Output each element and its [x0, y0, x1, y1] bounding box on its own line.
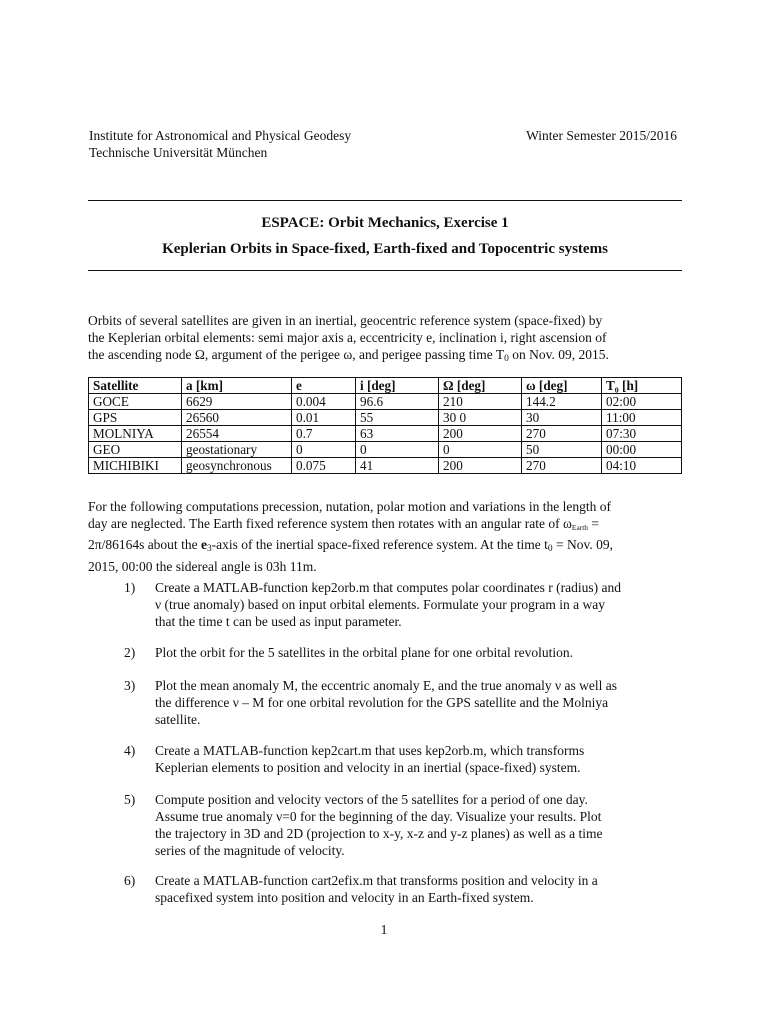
table-cell: 0.7	[292, 426, 356, 442]
table-cell: 07:30	[602, 426, 682, 442]
table-cell: geostationary	[182, 442, 292, 458]
table-cell: 26560	[182, 410, 292, 426]
page-number: 1	[380, 922, 388, 937]
intro-line: the ascending node Ω, argument of the perigee ω, and perigee passing time $T_0$ on Nov. 09, 2015.	[88, 347, 609, 364]
task-number: 6)	[124, 873, 136, 888]
institute-name: Institute for Astronomical and Physical Geodesy	[89, 128, 352, 143]
exercise-subtitle: Keplerian Orbits in Space-fixed, Earth-fixed and Topocentric systems	[162, 241, 608, 257]
table-cell: GPS	[89, 410, 182, 426]
col-arg-perigee: ω [deg]	[522, 378, 602, 394]
computations-line: For the following computations precession, nutation, polar motion and variations in the length of	[88, 499, 612, 514]
exercise-title: ESPACE: Orbit Mechanics, Exercise 1	[261, 215, 509, 231]
table-cell: GEO	[89, 442, 182, 458]
table-cell: 6629	[182, 394, 292, 410]
computations-line: 2π/86164s about the $e_3$-axis of the inertial space-fixed reference system. At the time $t_0$ = Nov. 09,	[88, 537, 613, 554]
orbital-elements-table	[88, 377, 682, 474]
table-cell: 0.01	[292, 410, 356, 426]
table-cell: MICHIBIKI	[89, 458, 182, 474]
col-inclination: i [deg]	[356, 378, 439, 394]
table-header-row	[89, 378, 682, 394]
task-text: Create a MATLAB-function kep2orb.m that computes polar coordinates r (radius) and ν (true anomaly) based on input orbital elements. Formulate your program in a way that the time t can be used as input parameter.	[155, 580, 621, 629]
header-left	[89, 127, 351, 161]
table-cell: 270	[522, 458, 602, 474]
table-cell: 30 0	[439, 410, 522, 426]
table-cell: 96.6	[356, 394, 439, 410]
bottom-rule	[88, 270, 682, 271]
col-eccentricity: e	[292, 378, 356, 394]
computations-line: day are neglected. The Earth fixed reference system then rotates with an angular rate of ωEarth =	[88, 516, 599, 532]
task-number: 3)	[124, 678, 136, 693]
table-cell: 0.004	[292, 394, 356, 410]
col-perigee-time: T₀ [h]	[602, 378, 682, 394]
task-number: 1)	[124, 580, 136, 595]
table-cell: 50	[522, 442, 602, 458]
task-text: Create a MATLAB-function kep2cart.m that uses kep2orb.m, which transforms Keplerian elements to position and velocity in an inertial (space-fixed) system.	[155, 743, 585, 775]
table-cell: 210	[439, 394, 522, 410]
university-name: Technische Universität München	[89, 145, 268, 160]
task-number: 2)	[124, 645, 136, 660]
task-number: 4)	[124, 743, 136, 758]
table-cell: 55	[356, 410, 439, 426]
task-text: Compute position and velocity vectors of the 5 satellites for a period of one day. Assume true anomaly ν=0 for the beginning of the day. Visualize your results. Plot the trajectory in 3D and 2D (projection to x-y, x-z and y-z planes) as well as a time series of the magnitude of velocity.	[155, 792, 603, 858]
task-number: 5)	[124, 792, 136, 807]
col-semi-major-axis: a [km]	[182, 378, 292, 394]
table-cell: 04:10	[602, 458, 682, 474]
table-cell: 11:00	[602, 410, 682, 426]
table-cell: 144.2	[522, 394, 602, 410]
col-satellite: Satellite	[89, 378, 182, 394]
table-cell: 0	[292, 442, 356, 458]
intro-line: Orbits of several satellites are given in an inertial, geocentric reference system (space-fixed) by	[88, 313, 603, 328]
table-cell: 26554	[182, 426, 292, 442]
table-row	[89, 410, 682, 426]
table-row	[89, 426, 682, 442]
table-cell: 00:00	[602, 442, 682, 458]
table-cell: MOLNIYA	[89, 426, 182, 442]
table-cell: 30	[522, 410, 602, 426]
table-row	[89, 458, 682, 474]
computations-line: 2015, 00:00 the sidereal angle is 03h 11m.	[88, 559, 317, 574]
table-cell: 0.075	[292, 458, 356, 474]
col-raan: Ω [deg]	[439, 378, 522, 394]
intro-line: the Keplerian orbital elements: semi major axis a, eccentricity e, inclination i, right ascension of	[88, 330, 607, 345]
table-cell: GOCE	[89, 394, 182, 410]
table-cell: 200	[439, 458, 522, 474]
table-cell: 200	[439, 426, 522, 442]
table-cell: 270	[522, 426, 602, 442]
table-cell: 02:00	[602, 394, 682, 410]
computations-paragraph	[88, 498, 682, 575]
semester-label: Winter Semester 2015/2016	[526, 128, 677, 143]
table-row	[89, 394, 682, 410]
task-text: Create a MATLAB-function cart2efix.m that transforms position and velocity in a spacefixed system into position and velocity in an Earth-fixed system.	[155, 873, 598, 905]
task-text: Plot the mean anomaly M, the eccentric anomaly E, and the true anomaly ν as well as the difference ν – M for one orbital revolution for the GPS satellite and the Molniya satellite.	[155, 678, 617, 727]
table-cell: 0	[356, 442, 439, 458]
task-text: Plot the orbit for the 5 satellites in the orbital plane for one orbital revolution.	[155, 645, 574, 660]
table-cell: geosynchronous	[182, 458, 292, 474]
top-rule	[88, 200, 682, 201]
table-cell: 0	[439, 442, 522, 458]
table-row	[89, 442, 682, 458]
table-cell: 41	[356, 458, 439, 474]
table-cell: 63	[356, 426, 439, 442]
intro-paragraph	[88, 312, 682, 368]
